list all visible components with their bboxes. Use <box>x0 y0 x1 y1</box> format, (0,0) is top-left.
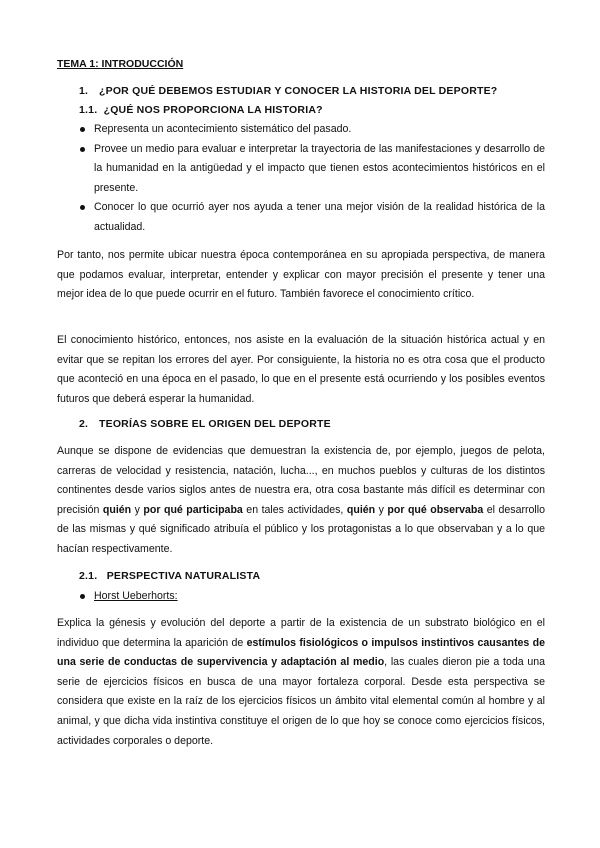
section-1-1-heading <box>79 101 323 121</box>
section-2-1-number: 2.1. <box>79 570 98 582</box>
text-run: y <box>131 503 144 516</box>
paragraph <box>57 442 545 560</box>
section-2-heading-text: TEORÍAS SOBRE EL ORIGEN DEL DEPORTE <box>99 418 331 430</box>
list-item: Provee un medio para evaluar e interpretar la trayectoria de las manifestaciones y desarrollo de la humanidad en la antigüedad y el impacto que tienen estos acontecimientos históricos en el presente. <box>79 140 545 199</box>
section-1-1-number: 1.1. <box>79 104 98 116</box>
text-run: , las cuales dieron pie a toda una serie de ejercicios físicos en busca de una mayor fortaleza corporal. Desde esta perspectiva se considera que existe en la raíz de los ejercicios físicos un ámbito vital elemental común al hombre y al animal, y que dicha vida instintiva constituye el origen de lo que hoy se conoce como ejercicios físicos, actividades corporales o deporte. <box>57 656 546 747</box>
section-1-1-heading-text: ¿QUÉ NOS PROPORCIONA LA HISTORIA? <box>103 104 323 116</box>
paragraph: Por tanto, nos permite ubicar nuestra época contemporánea en su apropiada perspectiva, de manera que podamos evaluar, interpretar, entender y explicar con mayor precisión el presente y tener una mejor idea de lo que puede ocurrir en el futuro. También favorece el conocimiento crítico. <box>57 249 545 301</box>
paragraph: El conocimiento histórico, entonces, nos asiste en la evaluación de la situación histórica actual y en evitar que se repitan los errores del ayer. Por consiguiente, la historia no es otra cosa que el producto que aconteció en una época en el pasado, lo que en el presente está ocurriendo y los posibles eventos futuros que deberá esperar la humanidad. <box>57 334 545 405</box>
section-1-number: 1. <box>79 85 89 97</box>
text-run: en tales actividades, <box>242 503 347 516</box>
author-bullet-list <box>79 587 545 607</box>
list-item: Conocer lo que ocurrió ayer nos ayuda a tener una mejor visión de la realidad histórica de la actualidad. <box>79 198 545 237</box>
paragraph <box>57 614 545 751</box>
document-title: TEMA 1: INTRODUCCIÓN <box>57 58 184 70</box>
bold-text: por qué observaba <box>387 503 484 516</box>
bold-text: quién <box>346 503 376 516</box>
list-item: Representa un acontecimiento sistemático del pasado. <box>79 120 545 140</box>
author-name: Horst Ueberhorts: <box>94 590 178 602</box>
section-2-1-heading <box>79 567 260 587</box>
bold-text: por qué participaba <box>143 503 243 516</box>
bold-text: estímulos fisiológicos o impulsos instintivos causantes de una serie de conductas de supervivencia y adaptación al medio <box>57 636 546 669</box>
section-1-heading-text: ¿POR QUÉ DEBEMOS ESTUDIAR Y CONOCER LA HISTORIA DEL DEPORTE? <box>99 85 498 97</box>
section-1-heading <box>79 82 497 102</box>
text-run: Aunque se dispone de evidencias que demuestran la existencia de, por ejemplo, juegos de pelota, carreras de velocidad y resistencia, natación, lucha..., en muchos pueblos y culturas de los distintos continentes desde varios siglos antes de nuestra era, otra cosa bastante más difícil es determinar con precisión <box>57 445 545 516</box>
section-2-number: 2. <box>79 418 89 430</box>
section-2-heading <box>79 415 331 435</box>
bold-text: quién <box>102 503 132 516</box>
text-run: y <box>375 503 388 516</box>
history-bullet-list <box>79 120 545 238</box>
section-2-1-heading-text: PERSPECTIVA NATURALISTA <box>106 570 261 582</box>
list-item <box>79 587 545 607</box>
text-run: Explica la génesis y evolución del deporte a partir de la existencia de un substrato biológico en el individuo que determina la aparición de <box>57 617 545 649</box>
text-run: el desarrollo de las mismas y qué significado atribuía el público y los protagonistas a lo que observaban y a lo que hacían respectivamente. <box>57 503 546 555</box>
